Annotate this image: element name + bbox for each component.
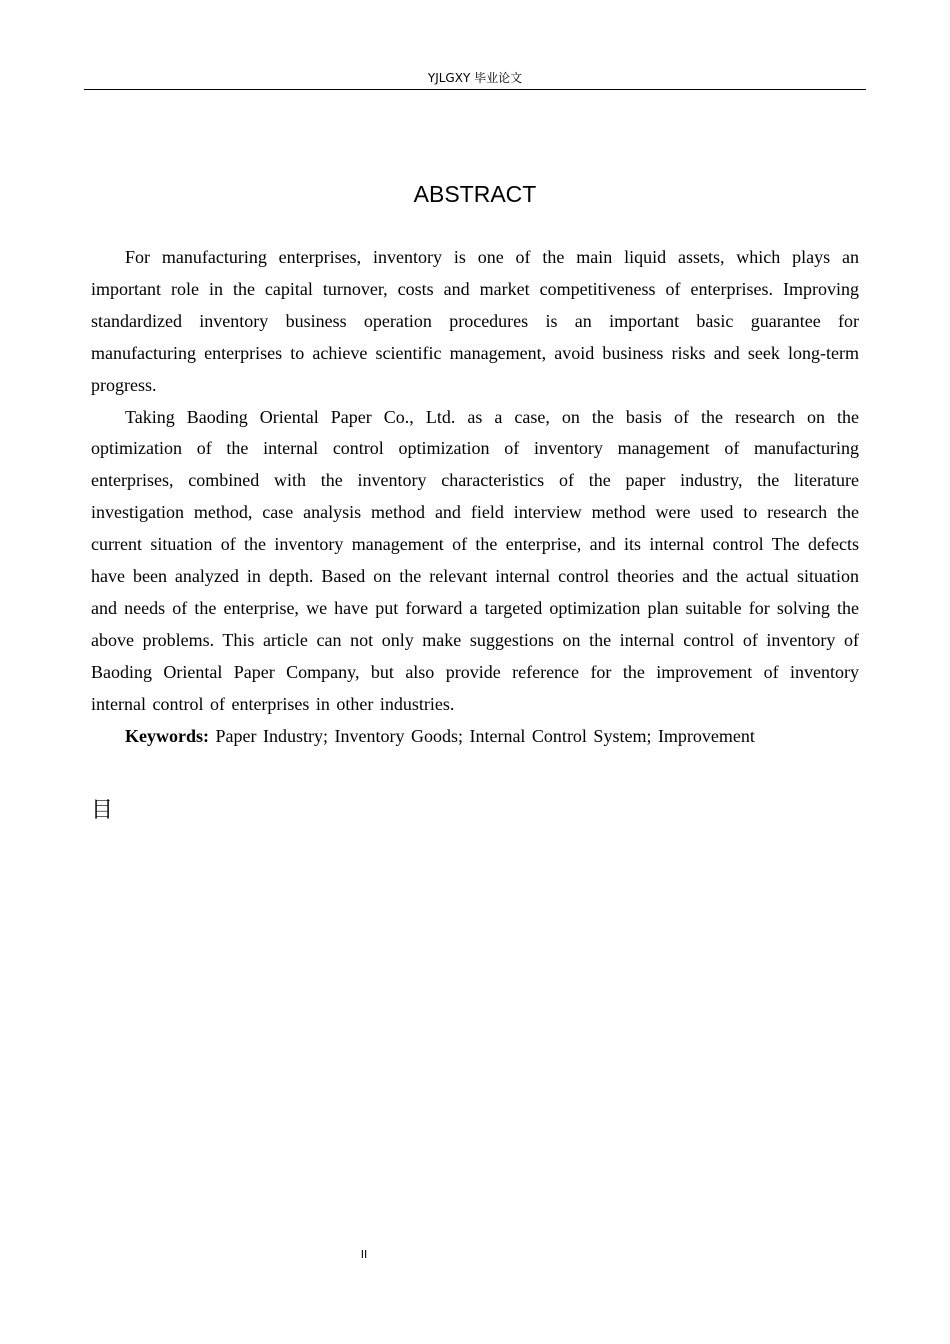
keywords-text: Paper Industry; Inventory Goods; Internal Control System; Improvement [215,725,755,746]
page-number: II [360,1248,368,1261]
header-rule [84,89,866,90]
abstract-title: ABSTRACT [413,181,537,207]
abstract-paragraph-1: For manufacturing enterprises, inventory is one of the main liquid assets, which plays an important role in the capital turnover, costs and market competitiveness of enterprises. Improving standardized inventory business operation procedures is an important basic guarantee for manufacturing enterprises to achieve scientific management, avoid business risks and seek long-term progress. [91,247,859,395]
abstract-body [91,242,859,753]
keywords-label: Keywords: [125,725,209,746]
toc-heading-fragment: 目 [91,798,114,823]
keywords-line [91,721,859,753]
page-header: YJLGXY 毕业论文 [427,71,523,85]
abstract-paragraph-2: Taking Baoding Oriental Paper Co., Ltd. as a case, on the basis of the research on the optimization of the internal control optimization of inventory management of manufacturing enterprises, combined with the inventory characteristics of the paper industry, the literature investigation method, case analysis method and field interview method were used to research the current situation of the inventory management of the enterprise, and its internal control The defects have been analyzed in depth. Based on the relevant internal control theories and the actual situation and needs of the enterprise, we have put forward a targeted optimization plan suitable for solving the above problems. This article can not only make suggestions on the internal control of inventory of Baoding Oriental Paper Company, but also provide reference for the improvement of inventory internal control of enterprises in other industries. [91,406,859,714]
